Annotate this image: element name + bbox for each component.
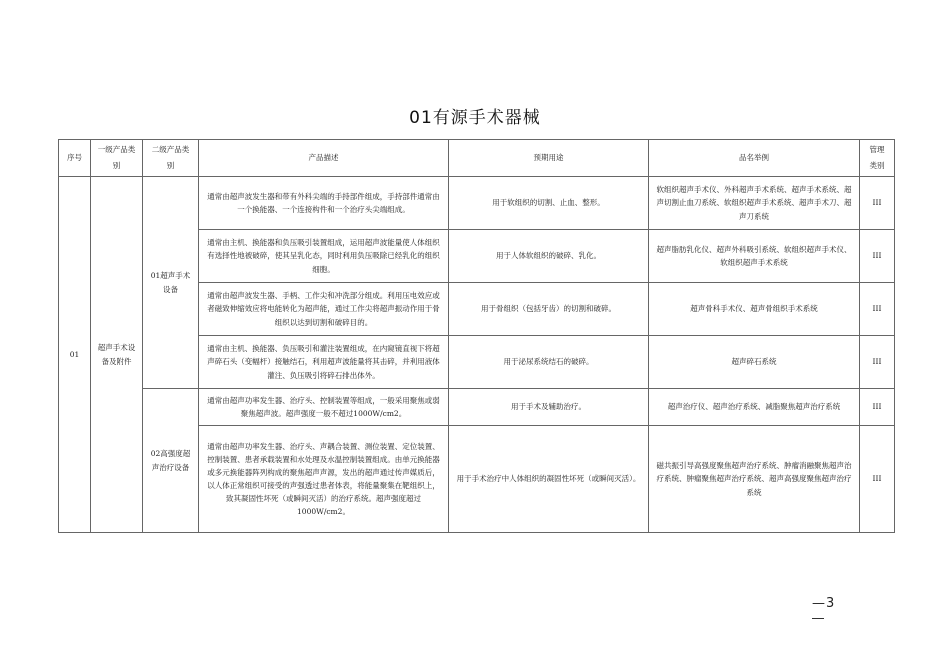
level2-category-cell: 02高强度超声治疗设备	[143, 389, 199, 533]
intended-use-cell: 用于泌尿系统结石的破碎。	[449, 336, 649, 389]
management-class-cell: III	[860, 283, 895, 336]
intended-use-cell: 用于软组织的切割、止血、整形。	[449, 177, 649, 230]
description-cell: 通常由主机、换能器、负压吸引和灌注装置组成，在内窥镜直视下将超声碎石头（变幅杆）接触结石，利用超声波能量将其击碎，并利用液体灌注、负压吸引将碎石排出体外。	[199, 336, 449, 389]
description-cell: 通常由主机、换能器和负压吸引装置组成，运用超声波能量使人体组织有选择性地被破碎，使其呈乳化态，同时利用负压吸除已经乳化的组织细胞。	[199, 230, 449, 283]
intended-use-cell: 用于手术治疗中人体组织的凝固性坏死（或瞬间灭活）。	[449, 426, 649, 533]
intended-use-cell: 用于手术及辅助治疗。	[449, 389, 649, 426]
header-description: 产品描述	[199, 140, 449, 177]
table-row	[59, 177, 895, 230]
intended-use-cell: 用于人体软组织的破碎、乳化。	[449, 230, 649, 283]
page-title: 01有源手术器械	[409, 108, 541, 128]
seq-cell: 01	[59, 177, 91, 533]
examples-cell: 超声治疗仪、超声治疗系统、减脂聚焦超声治疗系统	[649, 389, 860, 426]
table-row	[59, 389, 895, 426]
level1-category-cell: 超声手术设备及附件	[91, 177, 143, 533]
table-header-row	[59, 140, 895, 177]
header-management-class: 管理类别	[860, 140, 895, 177]
header-seq: 序号	[59, 140, 91, 177]
device-catalog-table	[58, 139, 895, 533]
description-cell: 通常由超声波发生器和带有外科尖端的手持部件组成，手持部件通常由一个换能器、一个连接构件和一个治疗头尖端组成。	[199, 177, 449, 230]
management-class-cell: III	[860, 230, 895, 283]
page-number: —3	[812, 596, 836, 611]
management-class-cell: III	[860, 336, 895, 389]
intended-use-cell: 用于骨组织（包括牙齿）的切割和破碎。	[449, 283, 649, 336]
description-cell: 通常由超声波发生器、手柄、工作尖和冲洗部分组成。利用压电效应或者磁致伸缩效应将电能转化为超声能，通过工作尖将超声振动作用于骨组织以达到切割和破碎目的。	[199, 283, 449, 336]
examples-cell: 超声脂肪乳化仪、超声外科吸引系统、软组织超声手术仪、软组织超声手术系统	[649, 230, 860, 283]
description-cell: 通常由超声功率发生器、治疗头、声耦合装置、测位装置、定位装置、控制装置、患者承载装置和水处理及水温控制装置组成。由单元换能器或多元换能器阵列构成的聚焦超声声源，发出的超声通过传声媒质后，以人体正常组织可接受的声强透过患者体表，将能量聚集在靶组织上，致其凝固性坏死（或瞬间灭活）的治疗系统。超声强度超过1000W/cm2。	[199, 426, 449, 533]
description-cell: 通常由超声功率发生器、治疗头、控制装置等组成，一般采用聚焦或弱聚焦超声波。超声强度一般不超过1000W/cm2。	[199, 389, 449, 426]
header-intended-use: 预期用途	[449, 140, 649, 177]
examples-cell: 超声碎石系统	[649, 336, 860, 389]
level2-category-cell: 01超声手术设备	[143, 177, 199, 389]
page-number-dash	[812, 618, 824, 619]
management-class-cell: III	[860, 177, 895, 230]
examples-cell: 软组织超声手术仪、外科超声手术系统、超声手术系统、超声切割止血刀系统、软组织超声手术系统、超声手术刀、超声刀系统	[649, 177, 860, 230]
header-examples: 品名举例	[649, 140, 860, 177]
management-class-cell: III	[860, 426, 895, 533]
examples-cell: 磁共振引导高强度聚焦超声治疗系统、肿瘤消融聚焦超声治疗系统、肿瘤聚焦超声治疗系统、超声高强度聚焦超声治疗系统	[649, 426, 860, 533]
header-level1-category: 一级产品类别	[91, 140, 143, 177]
header-level2-category: 二级产品类别	[143, 140, 199, 177]
examples-cell: 超声骨科手术仪、超声骨组织手术系统	[649, 283, 860, 336]
management-class-cell: III	[860, 389, 895, 426]
